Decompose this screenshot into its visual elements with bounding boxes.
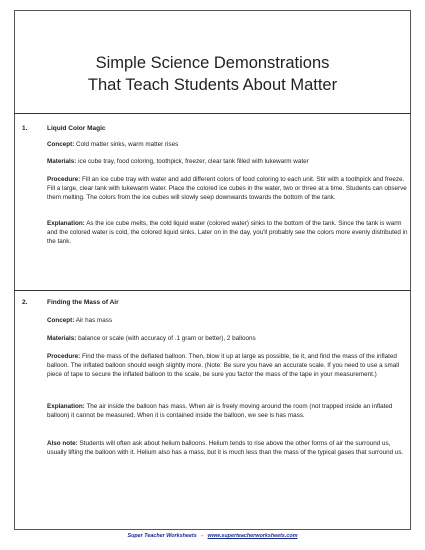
also-note-label: Also note: (47, 440, 78, 447)
procedure-text: Fill an ice cube tray with water and add different colors of food coloring to each unit. Stir with a toothpick and freeze. Fill a large, clear tank with lukewarm water. Place the colored ice cubes in the water, two or three at a time. Students can observe them melting. The colors from the ice cubes will slowly seep downwards towards the bottom of the tank. (47, 176, 407, 201)
footer (14, 533, 411, 539)
explanation-label: Explanation: (47, 403, 85, 410)
section-1-materials (47, 158, 409, 167)
section-2-explanation (47, 403, 409, 421)
section-1-heading: Liquid Color Magic (47, 125, 106, 132)
section-2-number: 2. (22, 299, 28, 306)
section-divider-middle (14, 290, 411, 291)
section-1-explanation (47, 220, 409, 246)
concept-label: Concept: (47, 317, 75, 324)
procedure-text: Find the mass of the deflated balloon. Then, blow it up at large as possible, tie it, and find the mass of the inflated balloon. The inflated balloon should weigh slightly more. (Note: Be sure you have an accurate scale. If you need to use a small piece of tape to secure the inflated balloon to the scale, be sure you factor the mass of the tape in your measurement.) (47, 353, 400, 378)
procedure-label: Procedure: (47, 176, 81, 183)
materials-label: Materials: (47, 335, 77, 342)
section-1-number: 1. (22, 125, 28, 132)
section-2-heading: Finding the Mass of Air (47, 299, 119, 306)
concept-text: Air has mass (75, 317, 113, 324)
also-note-text: Students will often ask about helium balloons. Helium tends to rise above the other forms of air the surround us, usually lifting the balloon with it. Helium also has a mass, but it is much less than the mass of the typical gases that surround us. (47, 440, 404, 456)
footer-brand: Super Teacher Worksheets (127, 533, 197, 539)
materials-text: balance or scale (with accuracy of .1 gram or better), 2 balloons (78, 335, 256, 342)
section-2-concept (47, 317, 409, 326)
title-line-2: That Teach Students About Matter (87, 76, 338, 94)
explanation-text: As the ice cube melts, the cold liquid water (colored water) sinks to the bottom of the tank. Since the tank is warm and the colored water is cold, the colored liquid sinks. Later on in the day, you'll probably see the colors more evenly distributed in the tank. (47, 220, 408, 245)
section-2-procedure (47, 353, 409, 379)
section-divider-top (14, 113, 411, 114)
section-1-concept (47, 141, 409, 150)
section-1-procedure (47, 176, 409, 202)
section-2-materials (47, 335, 409, 344)
page-title (14, 52, 411, 96)
footer-separator: - (201, 533, 204, 539)
explanation-label: Explanation: (47, 220, 85, 227)
explanation-text: The air inside the balloon has mass. When air is freely moving around the room (not trapped inside an inflated balloon) it cannot be measured. When it is contained inside the balloon, we see is has mass. (47, 403, 393, 419)
materials-text: ice cube tray, food coloring, toothpick, freezer, clear tank filled with lukewarm water (78, 158, 309, 165)
footer-url-link[interactable]: www.superteacherworksheets.com (207, 533, 298, 539)
concept-label: Concept: (47, 141, 75, 148)
title-line-1: Simple Science Demonstrations (95, 54, 330, 72)
section-2-also-note (47, 440, 409, 458)
concept-text: Cold matter sinks, warm matter rises (76, 141, 179, 148)
materials-label: Materials: (47, 158, 77, 165)
procedure-label: Procedure: (47, 353, 81, 360)
